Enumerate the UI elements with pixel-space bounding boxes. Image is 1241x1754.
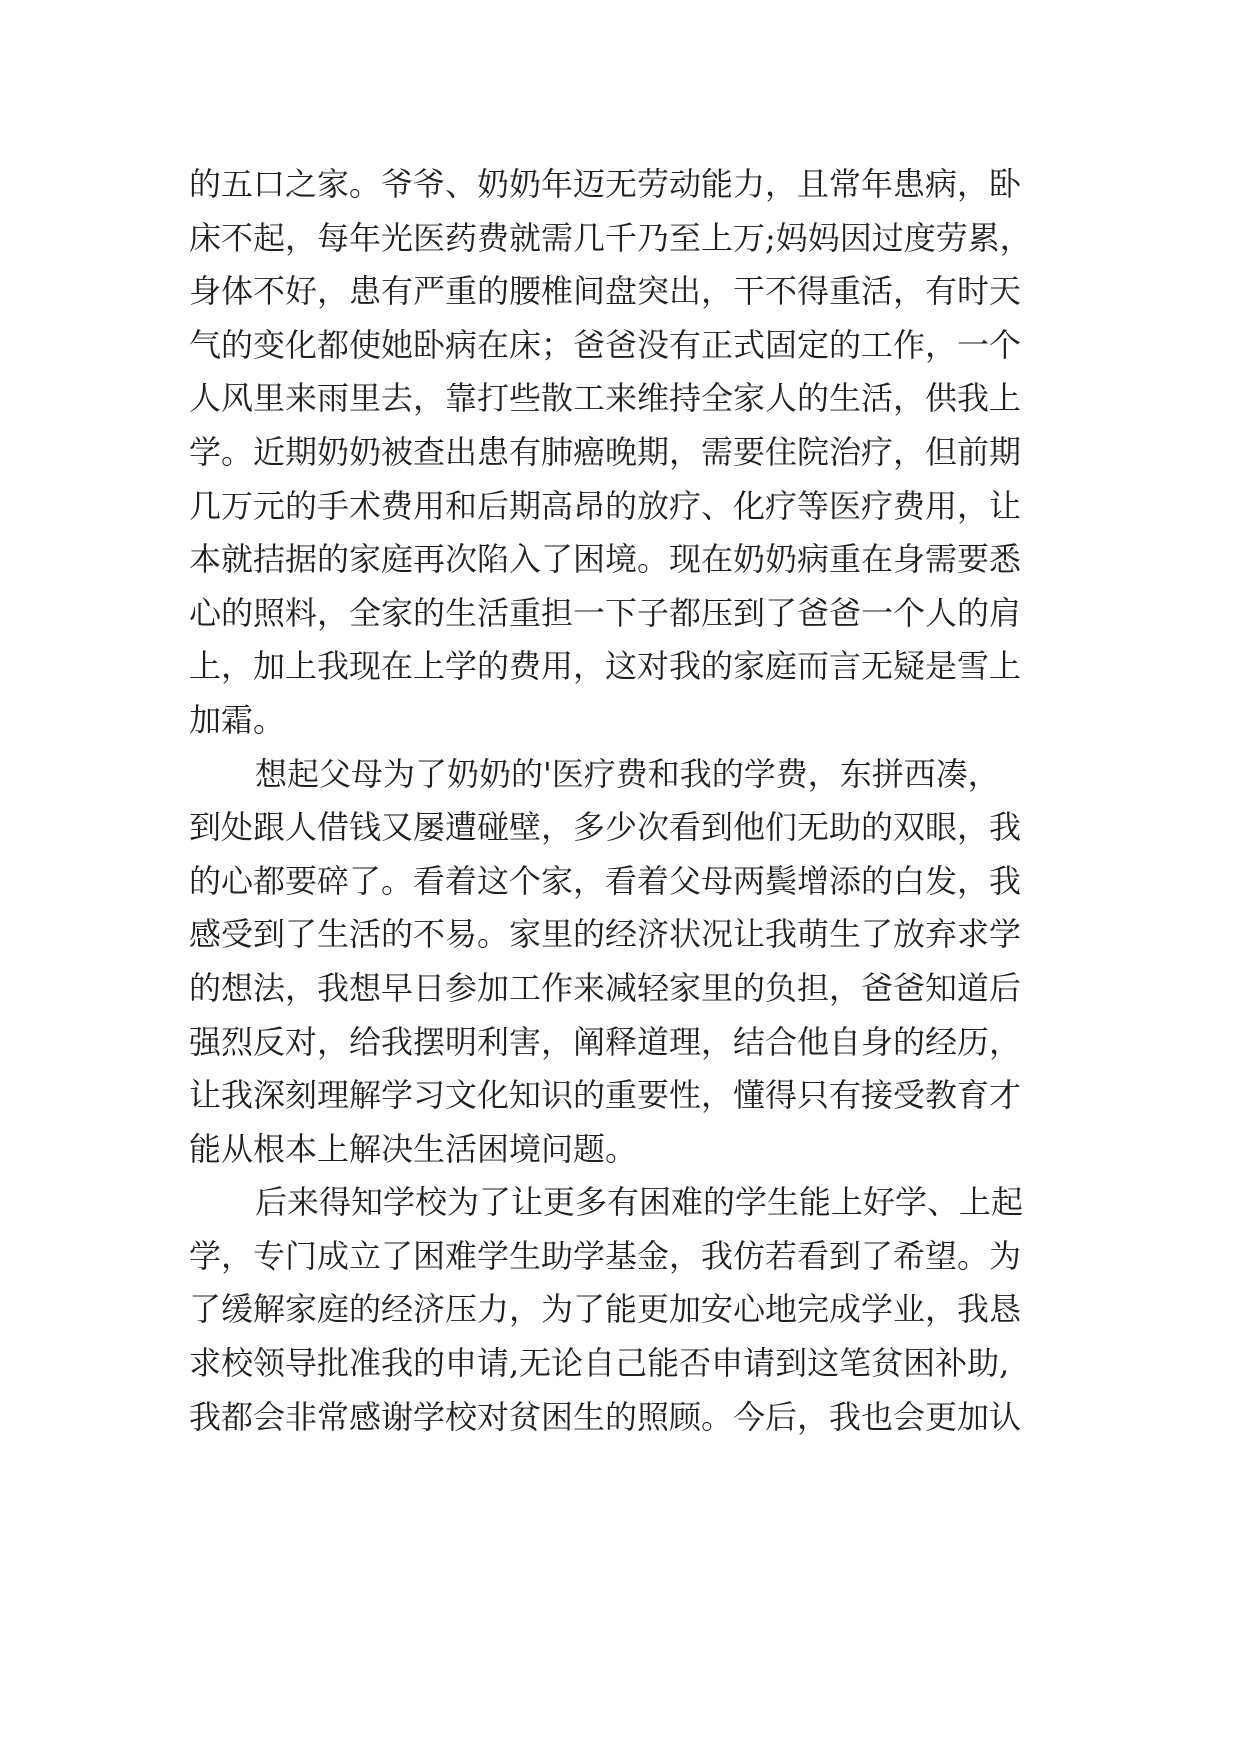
text-line: 人风里来雨里去，靠打些散工来维持全家人的生活，供我上 <box>189 379 1022 418</box>
text-line: 身体不好，患有严重的腰椎间盘突出，干不得重活，有时天 <box>189 272 1022 311</box>
text-line: 心的照料，全家的生活重担一下子都压到了爸爸一个人的肩 <box>189 593 1022 632</box>
text-line: 让我深刻理解学习文化知识的重要性，懂得只有接受教育才 <box>189 1076 1022 1115</box>
text-line: 的想法，我想早日参加工作来减轻家里的负担，爸爸知道后 <box>189 968 1022 1007</box>
text-line: 本就拮据的家庭再次陷入了困境。现在奶奶病重在身需要悉 <box>189 540 1022 579</box>
text-line: 上，加上我现在上学的费用，这对我的家庭而言无疑是雪上 <box>189 647 1022 686</box>
paragraph-first-line: 后来得知学校为了让更多有困难的学生能上好学、上起 <box>255 1183 1024 1222</box>
text-line: 的五口之家。爷爷、奶奶年迈无劳动能力，且常年患病，卧 <box>189 165 1022 203</box>
text-line: 学。近期奶奶被查出患有肺癌晚期，需要住院治疗，但前期 <box>189 432 1022 471</box>
text-line: 我都会非常感谢学校对贫困生的照顾。今后，我也会更加认 <box>189 1397 1022 1436</box>
text-line: 了缓解家庭的经济压力，为了能更加安心地完成学业，我恳 <box>189 1290 1022 1329</box>
text-line: 感受到了生活的不易。家里的经济状况让我萌生了放弃求学 <box>189 915 1022 954</box>
text-line: 加霜。 <box>189 700 286 739</box>
text-line: 学，专门成立了困难学生助学基金，我仿若看到了希望。为 <box>189 1236 1022 1275</box>
text-line: 能从根本上解决生活困境问题。 <box>189 1129 638 1168</box>
text-line: 气的变化都使她卧病在床；爸爸没有正式固定的工作，一个 <box>189 325 1022 364</box>
text-line: 求校领导批准我的申请,无论自己能否申请到这笔贫困补助, <box>189 1344 1010 1383</box>
paragraph-first-line: 想起父母为了奶奶的'医疗费和我的学费，东拼西凑， <box>255 754 1000 793</box>
text-line: 强烈反对，给我摆明利害，阐释道理，结合他自身的经历， <box>189 1022 1022 1061</box>
text-line: 床不起，每年光医药费就需几千乃至上万;妈妈因过度劳累， <box>189 218 1032 257</box>
document-body <box>189 158 1069 1444</box>
text-line: 的心都要碎了。看着这个家，看着父母两鬓增添的白发，我 <box>189 861 1022 900</box>
text-line: 几万元的手术费用和后期高昂的放疗、化疗等医疗费用，让 <box>189 486 1022 525</box>
text-line: 到处跟人借钱又屡遭碰壁，多少次看到他们无助的双眼，我 <box>189 808 1022 847</box>
